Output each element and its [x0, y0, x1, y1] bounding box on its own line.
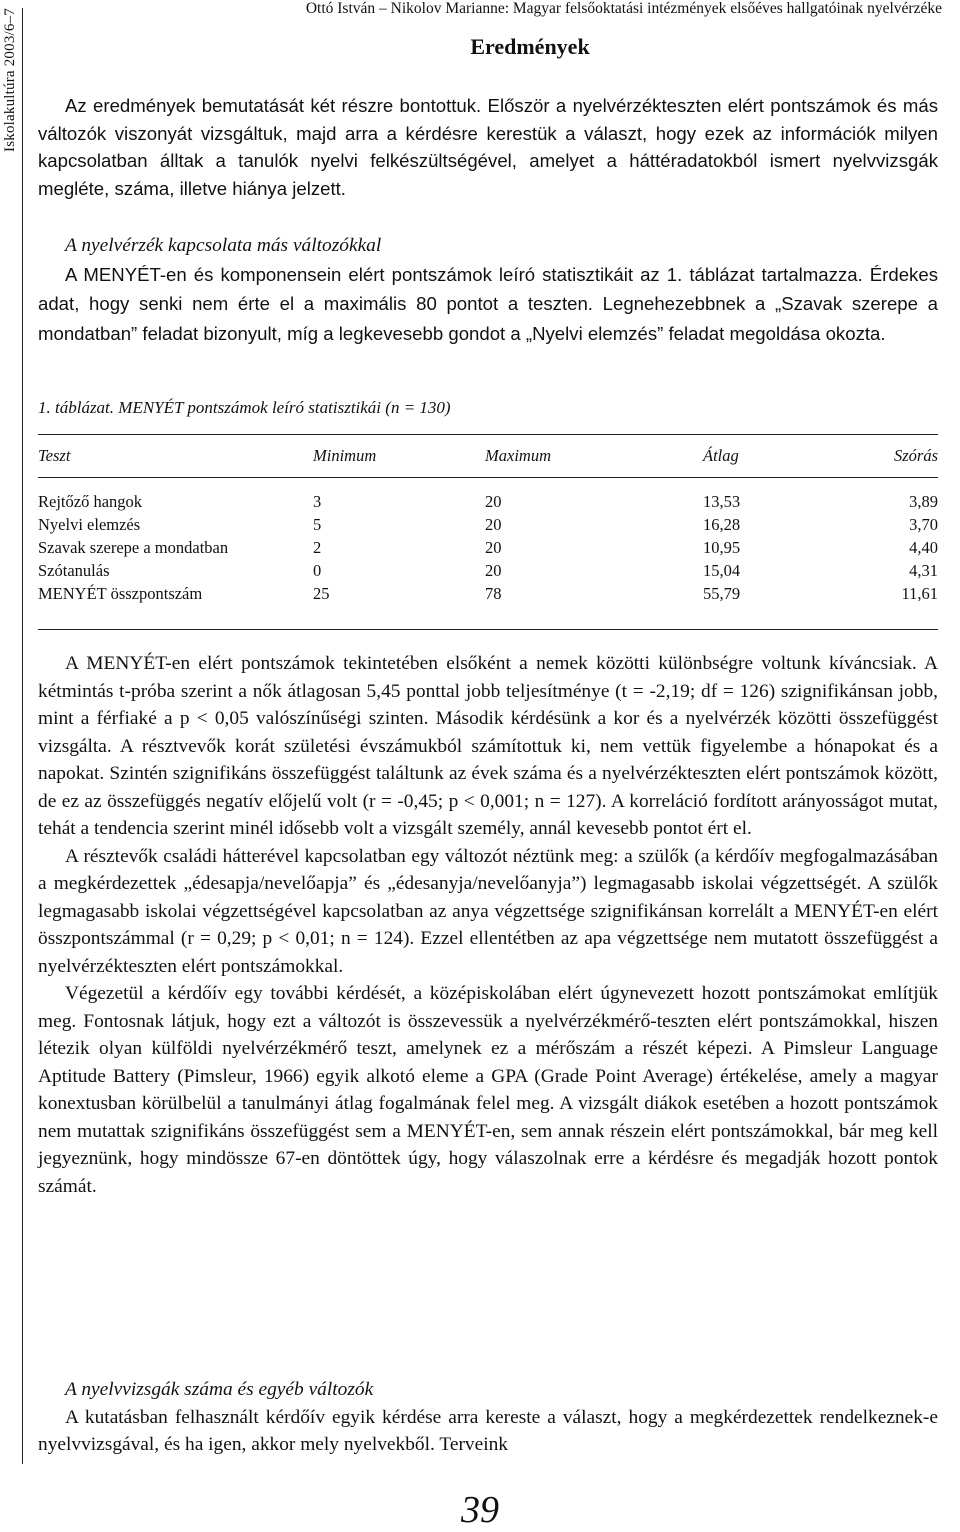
table-cell: 3,89	[909, 491, 938, 511]
table-row	[38, 559, 938, 582]
table-cell: 4,40	[909, 537, 938, 557]
table-cell: 0	[313, 560, 322, 580]
section-title: Eredmények	[470, 34, 590, 59]
table-cell: 4,31	[909, 560, 938, 580]
table-cell: 20	[485, 560, 502, 580]
table-header-row	[38, 435, 938, 477]
table-cell: 20	[485, 514, 502, 534]
col-header: Minimum	[313, 446, 377, 465]
paragraph: Végezetül a kérdőív egy további kérdését, a középiskolában elért úgynevezett hozott pontszámokat említjük meg. Fontosnak látjuk, hogy ezt a változót is összevessük a nyelvérzékmérő-teszten elért pontszámokkal, hiszen létezik olyan külföldi nyelvérzékmérő teszt, amelynek ez a mérőszám a részét képezi. A Pimsleur Language Aptitude Battery (Pimsleur, 1966) egyik alkotó eleme a GPA (Grade Point Average) értékelése, amely a magyar konextusban körülbelül a tanulmányi átlag fogalmának felel meg. A vizsgált diákok esetében a hozott pontszámok nem mutattak szignifikáns összefüggést sem a MENYÉT-en, sem annak részein elért pontszámokkal, bár meg kell jegyeznünk, hogy mindössze 67-en döntöttek úgy, hogy válaszolnak erre a kérdésre és megadják hozott pontok számát.	[38, 983, 938, 1197]
col-header: Átlag	[703, 446, 739, 465]
col-header: Maximum	[485, 446, 551, 465]
subsection-1	[38, 232, 938, 348]
table-cell: Rejtőző hangok	[38, 491, 143, 511]
table-caption-text: MENYÉT pontszámok leíró statisztikái (n = 130)	[118, 398, 451, 417]
table-cell: 10,95	[703, 537, 741, 557]
paragraph: A kutatásban felhasznált kérdőív egyik kérdése arra kereste a választ, hogy a megkérdezettek rendelkeznek-e nyelvvizsgával, és ha igen, akkor mely nyelvekből. Terveink	[38, 1406, 938, 1455]
running-header: Ottó István – Nikolov Marianne: Magyar felsőoktatási intézmények elsőéves hallgatóinak nyelvérzéke	[305, 0, 942, 17]
table-cell: Nyelvi elemzés	[38, 514, 141, 534]
table-row	[38, 536, 938, 559]
table-caption	[38, 398, 938, 418]
margin-rule	[22, 8, 23, 1464]
table-row	[38, 582, 938, 605]
subsection-2	[38, 1376, 938, 1459]
journal-label	[0, 8, 20, 152]
table-row	[38, 490, 938, 513]
table-cell: 25	[313, 583, 330, 603]
table-cell: 20	[485, 491, 502, 511]
page-number: 39	[461, 1489, 499, 1531]
stats-table	[38, 435, 938, 605]
table-cell: Szótanulás	[38, 560, 110, 580]
paragraph: A MENYÉT-en elért pontszámok tekintetében elsőként a nemek közötti különbségre voltunk kíváncsiak. A kétmintás t-próba szerint a nők átlagosan 5,45 ponttal jobb teljesítménye (t = -2,19; df = 126) szignifikánsan jobb, mint a férfiaké a p < 0,05 valószínűségi szinten. Második kérdésünk a kor és a nyelvérzék közötti összefüggést vizsgálta. A résztvevők korát születési évszámukból számítottuk ki, nem vettük figyelembe a hónapokat és a napokat. Szintén szignifikáns összefüggést találtunk az évek száma és a nyelvérzékteszten elért pontszámok között, de ez az összefüggés negatív előjelű volt (r = -0,45; p < 0,001; n = 127). A korreláció fordított arányosságot mutat, tehát a tendencia szerint minél idősebb volt a vizsgált személy, annál kevesebb pontot ért el.	[38, 653, 938, 839]
intro-block	[38, 92, 938, 202]
table-caption-label: 1. táblázat.	[38, 398, 115, 417]
table-cell: 11,61	[901, 583, 938, 603]
journal-name: Iskolakultúra 2003/6–7	[1, 8, 18, 152]
table-cell: 5	[313, 514, 322, 534]
table-cell: 78	[485, 583, 502, 603]
stats-table-wrap	[38, 434, 938, 630]
table-cell: 2	[313, 537, 322, 557]
paragraph: A résztevők családi hátterével kapcsolatban egy változót néztünk meg: a szülők (a kérdőív megfogalmazásában a megkérdezettek „édesapja/nevelőapja” és „édesanyja/nevelőanyja”) legmagasabb iskolai végzettségét. A szülők legmagasabb iskolai végzettségével kapcsolatban az anya végzettsége szignifikánsan korrelált a MENYÉT-en elért összpontszámmal (r = 0,29; p < 0,01; n = 124). Ezzel ellentétben az apa végzettsége nem mutatott összefüggést a nyelvérzékteszten elért pontszámokkal.	[38, 845, 938, 977]
table-bottom-rule	[38, 629, 938, 630]
body-block	[38, 650, 938, 1200]
table-cell: 3,70	[909, 514, 938, 534]
paragraph: A MENYÉT-en és komponensein elért pontszámok leíró statisztikáit az 1. táblázat tartalmazza. Érdekes adat, hogy senki nem érte el a maximális 80 pontot a teszten. Legnehezebbnek a „Szavak szerepe a mondatban” feladat bizonyult, míg a legkevesebb gondot a „Nyelvi elemzés” feladat megoldása okozta.	[38, 263, 938, 344]
table-cell: 55,79	[703, 583, 741, 603]
table-cell: MENYÉT összpontszám	[38, 583, 203, 603]
col-header: Szórás	[893, 446, 938, 465]
table-cell: 15,04	[703, 560, 741, 580]
subsection-heading: A nyelvérzék kapcsolata más változókkal	[65, 235, 382, 256]
table-cell: 13,53	[703, 491, 741, 511]
table-cell: 16,28	[703, 514, 741, 534]
subsection-heading: A nyelvvizsgák száma és egyéb változók	[65, 1379, 374, 1400]
table-cell: Szavak szerepe a mondatban	[38, 537, 229, 557]
table-cell: 3	[313, 491, 322, 511]
col-header: Teszt	[38, 446, 71, 465]
intro-paragraph: Az eredmények bemutatását két részre bontottuk. Először a nyelvérzékteszten elért pontszámok és más változók viszonyát vizsgáltuk, majd arra a kérdésre kerestük a választ, hogy ezek az információk milyen kapcsolatban álltak a tanulók nyelvi felkészültségével, amelyet a háttéradatokból ismert nyelvvizsgák megléte, száma, illetve hiánya jelzett.	[38, 95, 938, 199]
table-row	[38, 513, 938, 536]
table-cell: 20	[485, 537, 502, 557]
